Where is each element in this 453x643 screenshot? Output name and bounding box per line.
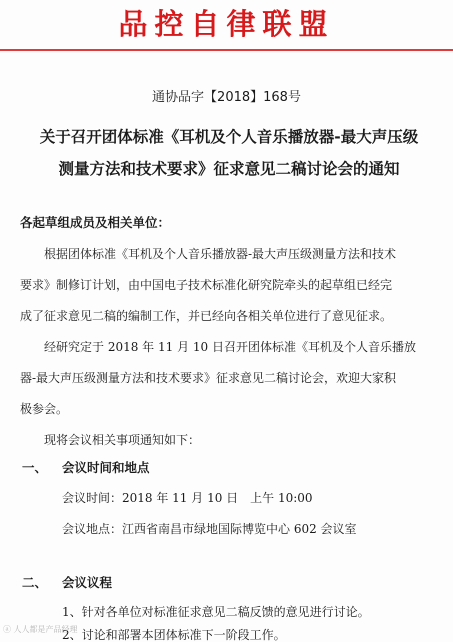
paragraph-2-line-1: 经研究定于 2018 年 11 月 10 日召开团体标准《耳机及个人音乐播放 [44, 340, 416, 354]
document-number: 通协品字【2018】168号 [152, 90, 301, 105]
paragraph-3: 现将会议相关事项通知如下： [44, 433, 201, 447]
addressee: 各起草组成员及相关单位： [20, 215, 171, 230]
section-1-number: 一、 [22, 460, 48, 475]
paragraph-1-line-1: 根据团体标准《耳机及个人音乐播放器-最大声压级测量方法和技术 [44, 247, 397, 261]
watermark: ⓐ 人人都是产品经理 [3, 625, 78, 634]
agenda-item-1: 1、针对各单位对标准征求意见二稿反馈的意见进行讨论。 [62, 605, 370, 619]
paragraph-1-line-3: 成了征求意见二稿的编制工作，并已经向各相关单位进行了意见征求。 [20, 309, 393, 323]
meeting-place: 会议地点：江西省南昌市绿地国际博览中心 602 会议室 [62, 522, 357, 536]
paragraph-2-line-2: 器-最大声压级测量方法和技术要求》征求意见二稿讨论会，欢迎大家积 [20, 371, 397, 385]
agenda-item-2: 2、讨论和部署本团体标准下一阶段工作。 [62, 628, 286, 642]
letterhead-divider [0, 49, 453, 51]
letterhead-title: 品控自律联盟 [118, 7, 335, 41]
notice-title-line-1: 关于召开团体标准《耳机及个人音乐播放器-最大声压级 [39, 128, 419, 146]
meeting-time: 会议时间：2018 年 11 月 10 日 上午 10:00 [62, 491, 313, 505]
section-2-number: 二、 [22, 575, 48, 590]
notice-title-line-2: 测量方法和技术要求》征求意见二稿讨论会的通知 [58, 160, 400, 178]
paragraph-1-line-2: 要求》制修订计划，由中国电子技术标准化研究院牵头的起草组已经完 [20, 278, 393, 292]
paragraph-2-line-3: 极参会。 [20, 402, 69, 416]
section-1-heading: 会议时间和地点 [62, 460, 150, 475]
section-2-heading: 会议议程 [62, 575, 113, 590]
